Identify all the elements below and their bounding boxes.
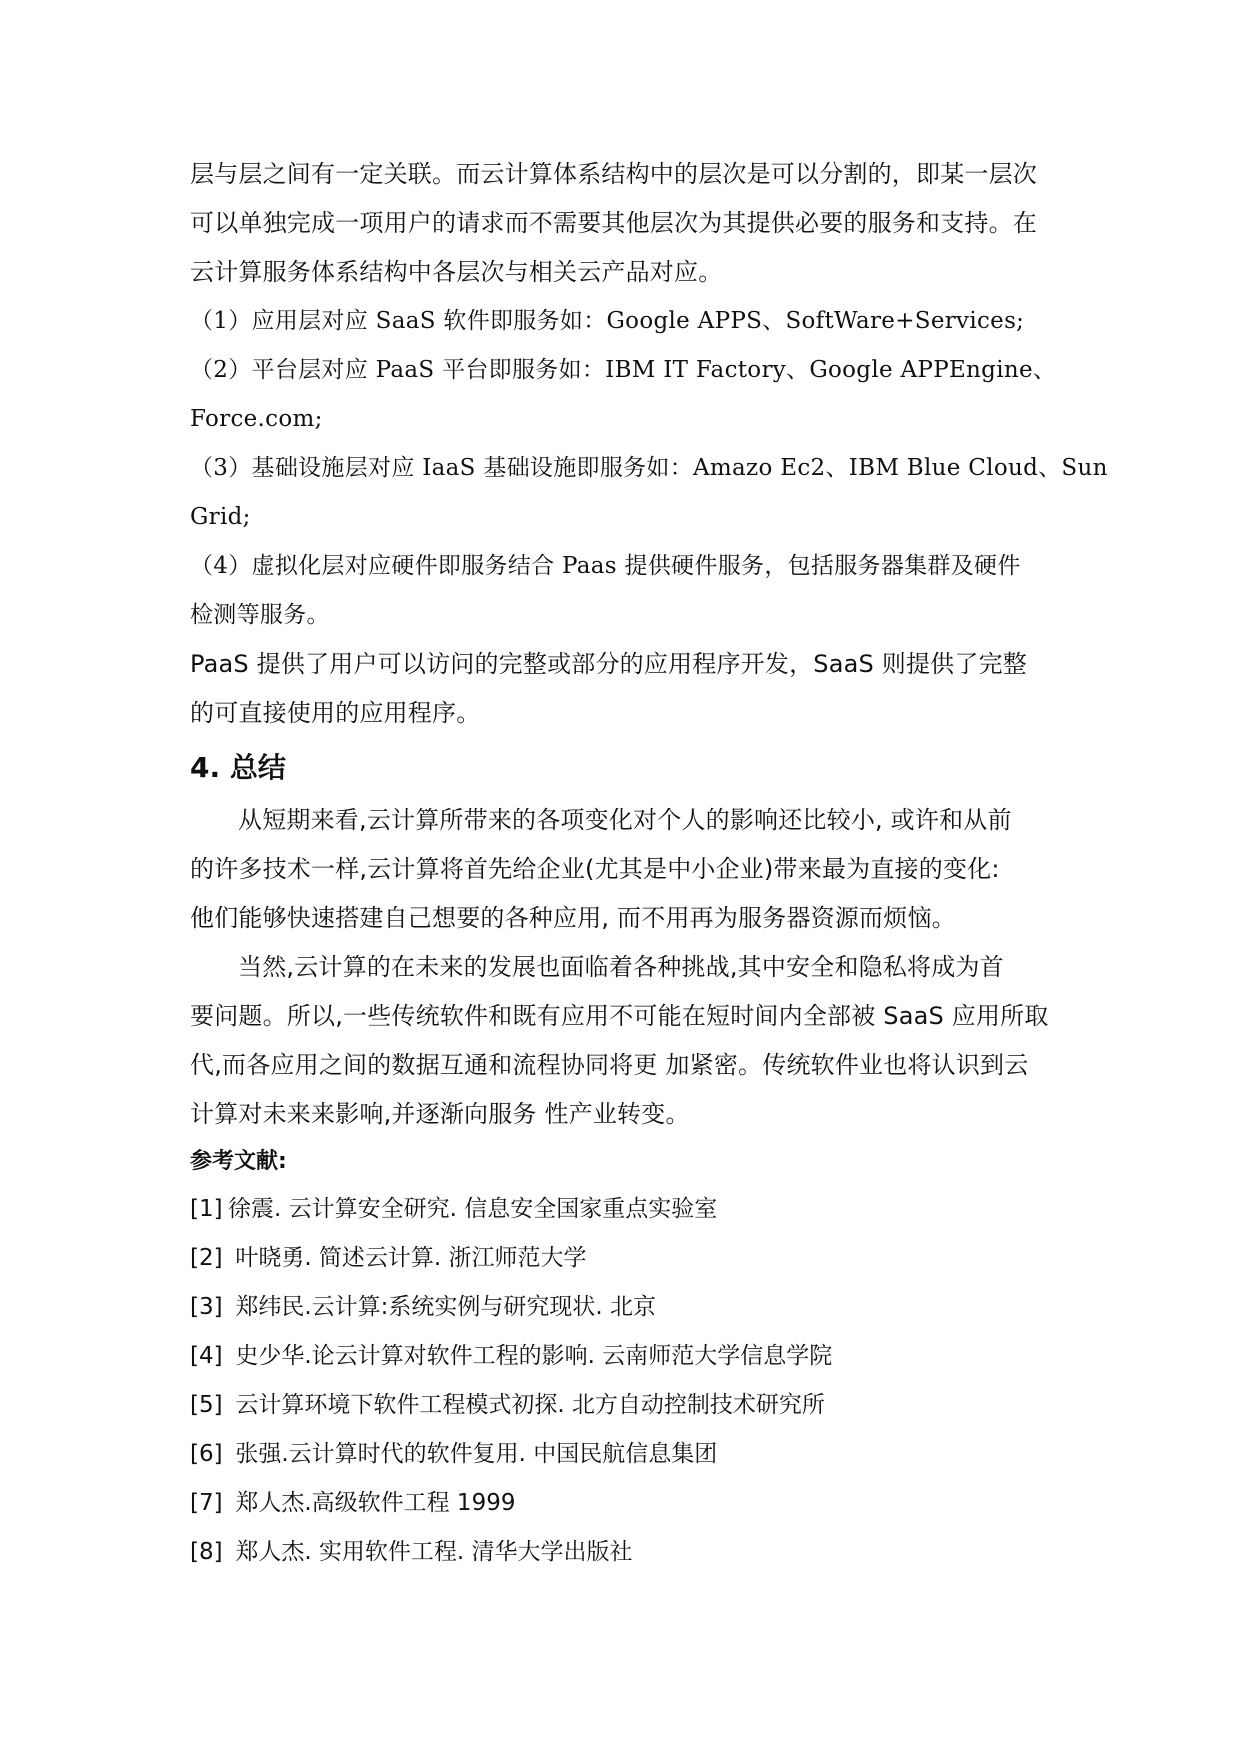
text-line: 他们能够快速搭建自己想要的各种应用, 而不用再为服务器资源而烦恼。 <box>190 904 956 932</box>
reference-number: [5] <box>190 1392 223 1418</box>
reference-text: 史少华.论云计算对软件工程的影响. 云南师范大学信息学院 <box>235 1343 833 1369</box>
reference-number: [3] <box>190 1294 223 1320</box>
section-heading: 4. 总结 <box>190 751 286 784</box>
text-line: 当然,云计算的在未来的发展也面临着各种挑战,其中安全和隐私将成为首 <box>238 953 1004 981</box>
reference-text: 张强.云计算时代的软件复用. 中国民航信息集团 <box>235 1441 718 1467</box>
paas-paragraph <box>190 640 1070 738</box>
text-line: PaaS 提供了用户可以访问的完整或部分的应用程序开发，SaaS 则提供了完整 <box>190 650 1027 678</box>
layer-item-1: （1）应用层对应 SaaS 软件即服务如：Google APPS、SoftWare+Services; <box>190 308 1025 334</box>
reference-list <box>190 1185 1070 1577</box>
reference-text: 郑人杰.高级软件工程 1999 <box>235 1490 516 1516</box>
reference-item <box>190 1528 1070 1577</box>
reference-number: [8] <box>190 1539 223 1565</box>
reference-item <box>190 1185 1070 1234</box>
references-title: 参考文献: <box>190 1149 287 1174</box>
reference-number: [4] <box>190 1343 223 1369</box>
reference-item <box>190 1479 1070 1528</box>
layer-item-4-cont: 检测等服务。 <box>190 602 330 628</box>
reference-text: 郑人杰. 实用软件工程. 清华大学出版社 <box>235 1539 633 1565</box>
reference-text: 云计算环境下软件工程模式初探. 北方自动控制技术研究所 <box>235 1392 825 1418</box>
layer-item-3-cont: Grid; <box>190 504 251 530</box>
text-line: 的许多技术一样,云计算将首先给企业(尤其是中小企业)带来最为直接的变化: <box>190 855 1000 883</box>
text-line: 层与层之间有一定关联。而云计算体系结构中的层次是可以分割的，即某一层次 <box>190 160 1037 188</box>
layer-item-2: （2）平台层对应 PaaS 平台即服务如：IBM IT Factory、Google APPEngine、 <box>190 357 1057 383</box>
layer-item-2-cont: Force.com; <box>190 406 323 432</box>
reference-item <box>190 1332 1070 1381</box>
layer-item-3: （3）基础设施层对应 IaaS 基础设施即服务如：Amazo Ec2、IBM Blue Cloud、Sun <box>190 455 1108 481</box>
summary-paragraph-2 <box>190 943 1070 1139</box>
summary-paragraph-1 <box>190 796 1070 943</box>
reference-text: 徐震. 云计算安全研究. 信息安全国家重点实验室 <box>228 1196 718 1222</box>
reference-number: [2] <box>190 1245 223 1271</box>
layer-item-4: （4）虚拟化层对应硬件即服务结合 Paas 提供硬件服务，包括服务器集群及硬件 <box>190 553 1021 579</box>
reference-number: [1] <box>190 1196 223 1222</box>
text-line: 计算对未来来影响,并逐渐向服务 性产业转变。 <box>190 1100 690 1128</box>
reference-item <box>190 1381 1070 1430</box>
document-page <box>190 150 1108 1577</box>
text-line: 可以单独完成一项用户的请求而不需要其他层次为其提供必要的服务和支持。在 <box>190 209 1037 237</box>
reference-item <box>190 1430 1070 1479</box>
layer-list <box>190 297 1108 640</box>
text-line: 云计算服务体系结构中各层次与相关云产品对应。 <box>190 258 723 286</box>
intro-paragraph <box>190 150 1070 297</box>
text-line: 要问题。所以,一些传统软件和既有应用不可能在短时间内全部被 SaaS 应用所取 <box>190 1002 1049 1030</box>
text-line: 从短期来看,云计算所带来的各项变化对个人的影响还比较小, 或许和从前 <box>238 806 1012 834</box>
reference-number: [7] <box>190 1490 223 1516</box>
reference-item <box>190 1283 1070 1332</box>
reference-text: 郑纬民.云计算:系统实例与研究现状. 北京 <box>235 1294 656 1320</box>
text-line: 代,而各应用之间的数据互通和流程协同将更 加紧密。传统软件业也将认识到云 <box>190 1051 1029 1079</box>
text-line: 的可直接使用的应用程序。 <box>190 699 481 727</box>
reference-item <box>190 1234 1070 1283</box>
reference-text: 叶晓勇. 简述云计算. 浙江师范大学 <box>235 1245 587 1271</box>
reference-number: [6] <box>190 1441 223 1467</box>
